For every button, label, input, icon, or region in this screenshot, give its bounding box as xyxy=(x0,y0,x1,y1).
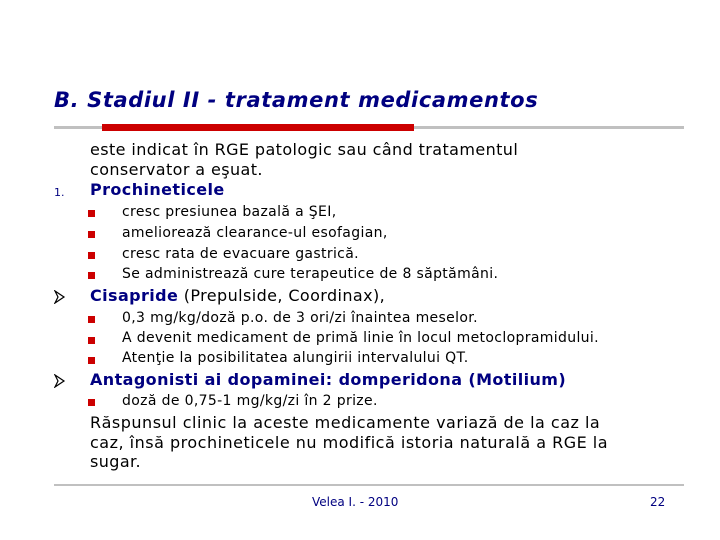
arrow-bullet-icon xyxy=(54,374,66,388)
item1-point: cresc rata de evacuare gastrică. xyxy=(122,246,359,262)
arrow-bullet-icon xyxy=(54,290,66,304)
item2-heading: Cisapride xyxy=(90,286,179,305)
item1-point: ameliorează clearance-ul esofagian, xyxy=(122,225,388,241)
bullet-square-icon xyxy=(88,272,95,279)
bullet-square-icon xyxy=(88,316,95,323)
item2-point: 0,3 mg/kg/doză p.o. de 3 ori/zi înaintea meselor. xyxy=(122,310,478,326)
bullet-square-icon xyxy=(88,399,95,406)
footer-author: Velea I. - 2010 xyxy=(312,495,399,509)
item1-point: cresc presiunea bazală a ŞEI, xyxy=(122,204,337,220)
conclusion-line-1: Răspunsul clinic la aceste medicamente variază de la caz la xyxy=(90,413,601,432)
bullet-square-icon xyxy=(88,357,95,364)
bullet-square-icon xyxy=(88,337,95,344)
item2-rest: (Prepulside, Coordinax), xyxy=(178,286,386,305)
bullet-square-icon xyxy=(88,210,95,217)
item2-line xyxy=(90,286,385,305)
title-accent-bar xyxy=(102,124,414,131)
conclusion-line-3: sugar. xyxy=(90,452,142,471)
bullet-square-icon xyxy=(88,252,95,259)
conclusion-line-2: caz, însă prochineticele nu modifică istoria naturală a RGE la xyxy=(90,433,609,452)
bullet-square-icon xyxy=(88,231,95,238)
item1-point: Se administrează cure terapeutice de 8 săptămâni. xyxy=(122,266,499,282)
item2-point: A devenit medicament de primă linie în locul metoclopramidului. xyxy=(122,330,599,346)
intro-line-2: conservator a eşuat. xyxy=(90,160,263,179)
item3-point: doză de 0,75-1 mg/kg/zi în 2 prize. xyxy=(122,393,378,409)
item2-point: Atenţie la posibilitatea alungirii intervalului QT. xyxy=(122,350,469,366)
page-number: 22 xyxy=(650,495,666,509)
footer-rule xyxy=(54,484,684,486)
item3-heading: Antagonisti ai dopaminei: domperidona (Motilium) xyxy=(90,370,567,389)
item1-number: 1. xyxy=(54,186,65,199)
item1-heading: Prochineticele xyxy=(90,180,225,199)
slide-title: B. Stadiul II - tratament medicamentos xyxy=(54,88,539,112)
intro-line-1: este indicat în RGE patologic sau când tratamentul xyxy=(90,140,519,159)
